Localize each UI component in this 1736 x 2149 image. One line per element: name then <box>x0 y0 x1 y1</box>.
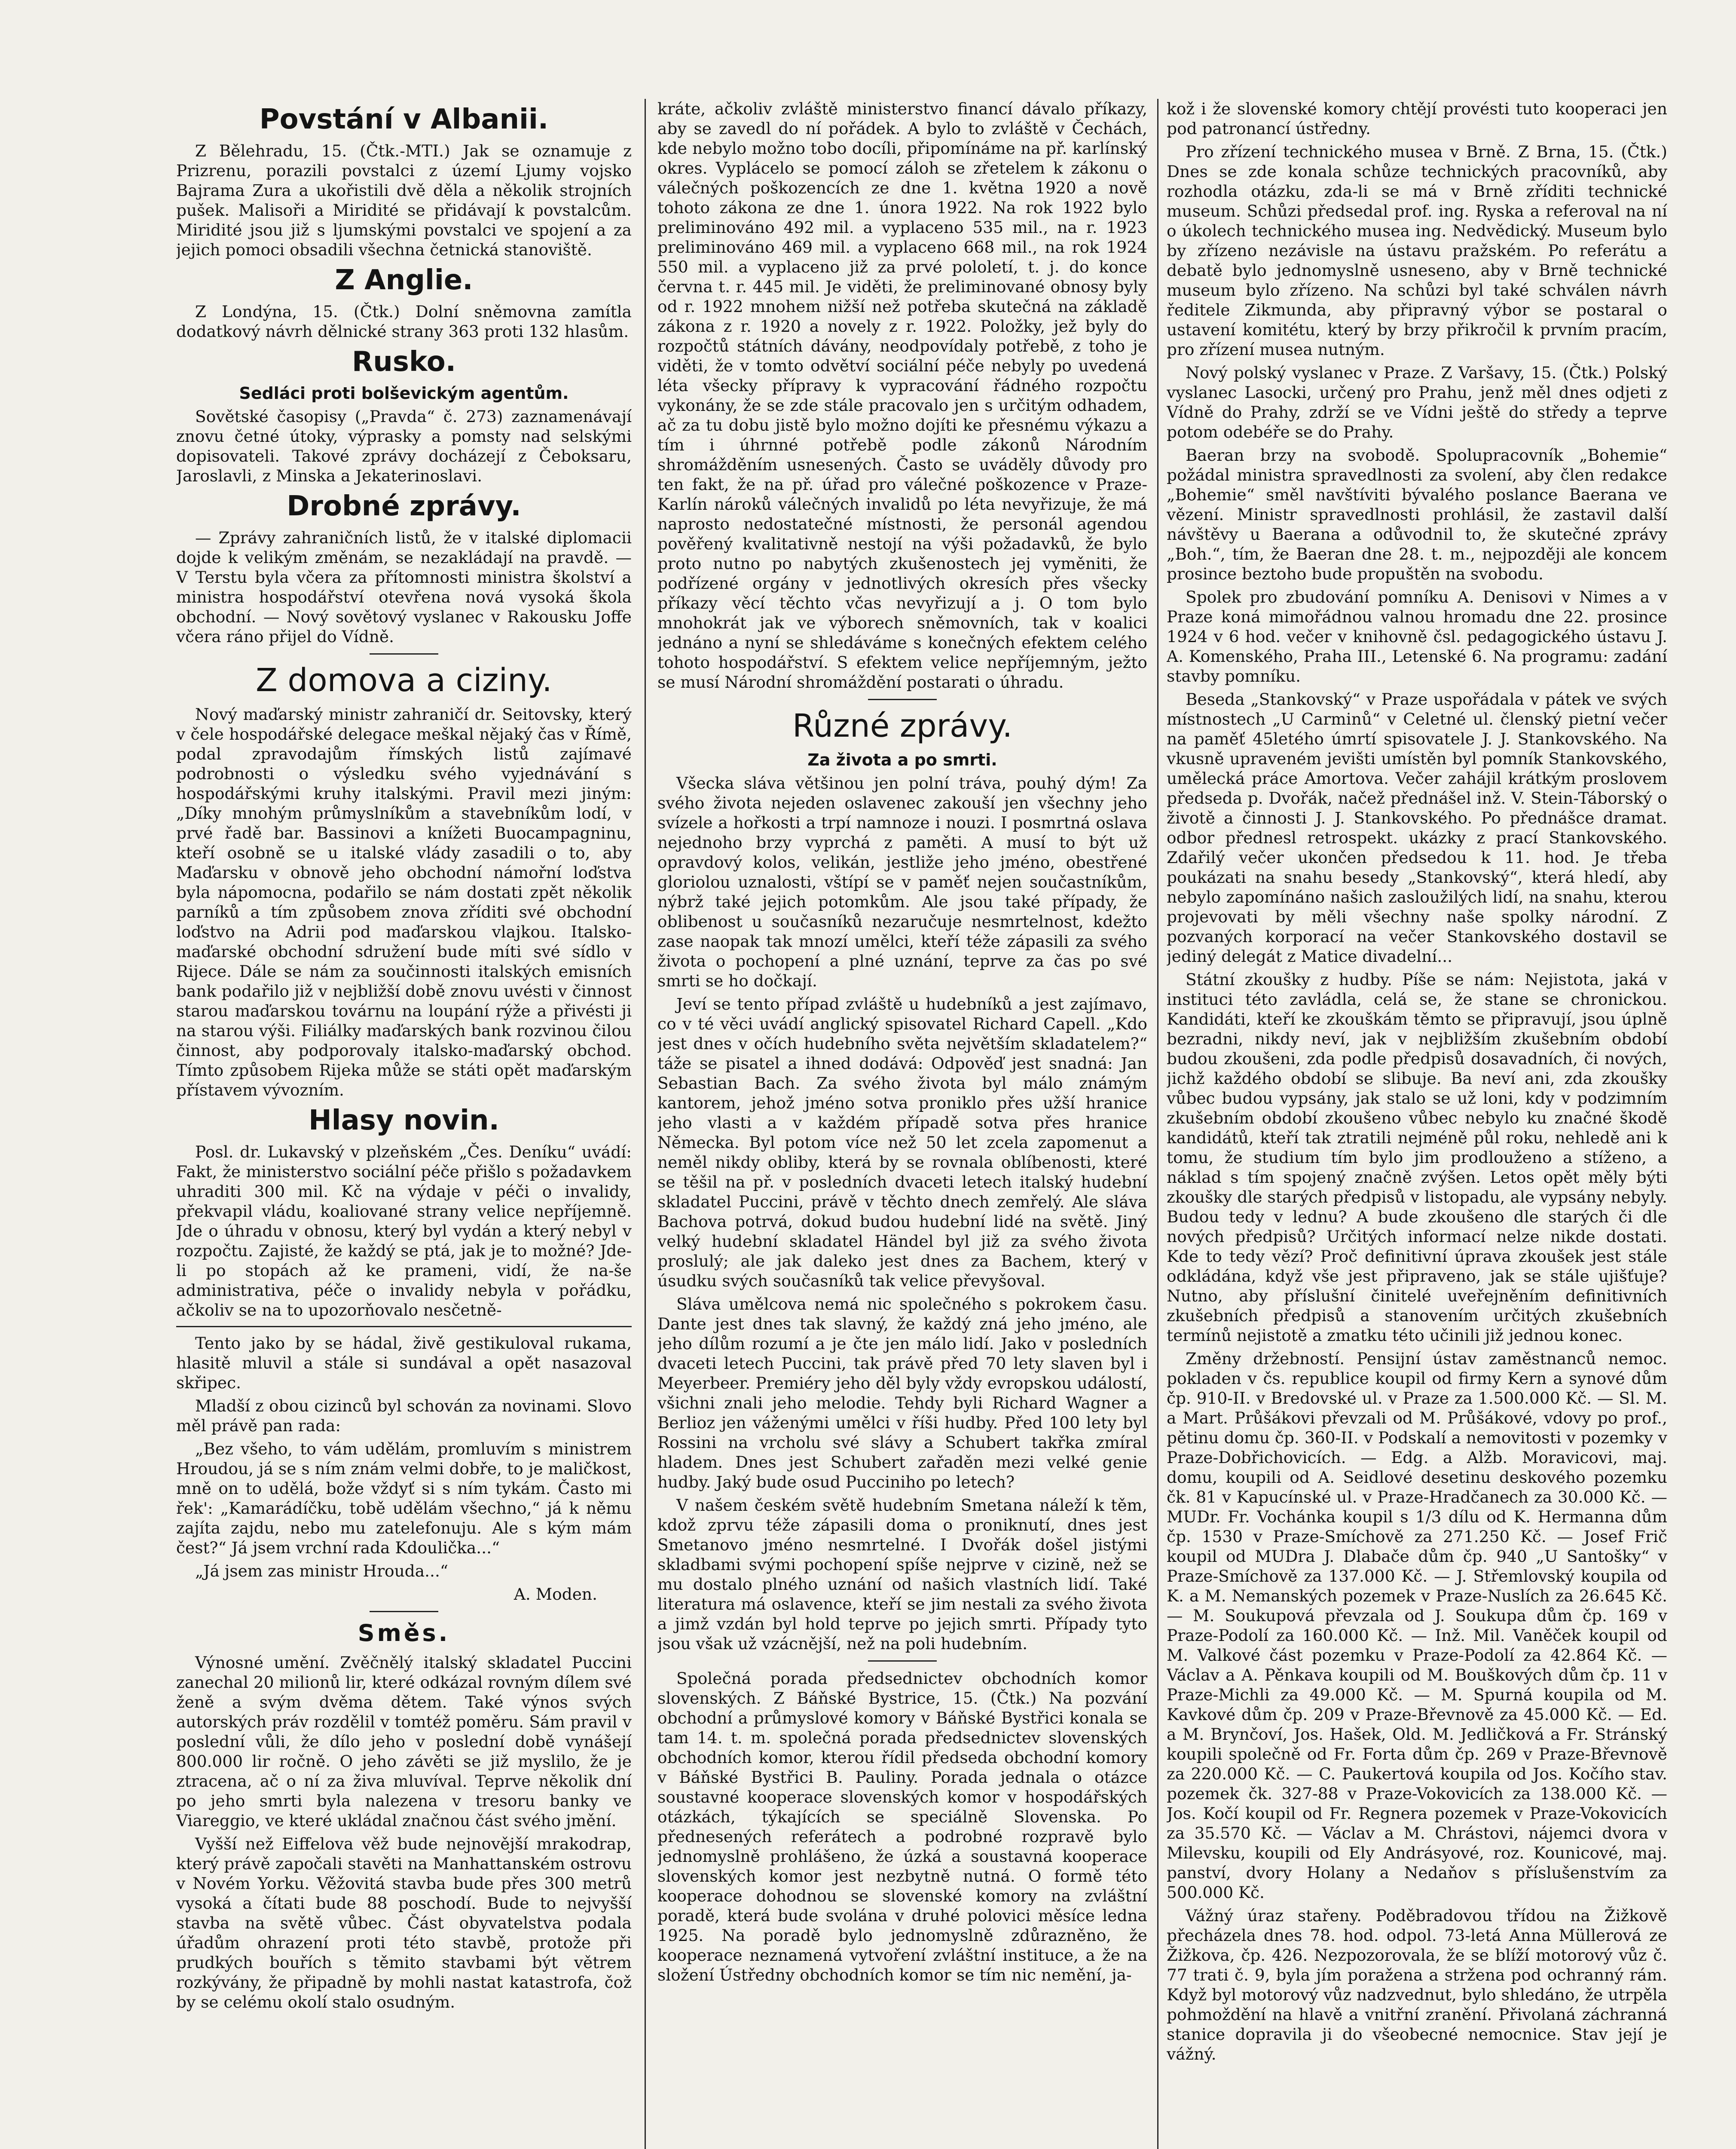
column-rule <box>645 99 646 2149</box>
article-hlasy: Posl. dr. Lukavský v plzeňském „Čes. Deníku“ uvádí: Fakt, že ministerstvo sociální péče přišlo s požadavkem uhraditi 300 mil. Kč na výdaje v péči o invalidy, překvapil vládu, koaliované strany velice nepříjemně. Jde o úhradu v obnosu, který byl vydán a který nebyl v rozpočtu. Zajisté, že každý se ptá, jak je to možné? Jde-li po stopách až ke prameni, vidí, že na-še administrativa, péče o invalidy nebyla v pořádku, ačkoliv se na to upozorňovalo nesčetně- <box>176 1142 632 1319</box>
article-smes: Vyšší než Eiffelova věž bude nejnovější mrakodrap, který právě započali stavěti na Manhattanském ostrovu v Novém Yorku. Věžovitá stavba bude přes 300 metrů vysoká a čítati bude 88 poschodí. Bude to nejvyšší stavba na světě vůbec. Část obyvatelstva podala úřadům ohrazení proti této stavbě, protože při prudkých bouřích s těmito stavbami být větrem rozkývány, že připadně by mohli nastat katastrofa, čož by se celému okolí stalo osudným. <box>176 1834 632 2011</box>
news-item: Spolek pro zbudování pomníku A. Denisovi v Nimes a v Praze koná mimořádnou valnou hromadu dne 22. prosince 1924 v 6 hod. večer v knihovně čsl. pedagogického ústavu J. A. Komenského, Praha III., Letenské 6. Na programu: zadání stavby pomníku. <box>1167 588 1667 686</box>
article-anglie: Z Londýna, 15. (Čtk.) Dolní sněmovna zamítla dodatkový návrh dělnické strany 363 proti 132 hlasům. <box>176 302 632 341</box>
column-right <box>1167 99 1667 2067</box>
column-middle <box>657 99 1147 1988</box>
feuilleton-signature: A. Moden. <box>513 1585 597 1604</box>
news-item: Státní zkoušky z hudby. Píše se nám: Nejistota, jaká v instituci této zavládla, celá se, že stane se chronickou. Kandidáti, kteří ke zkouškám těmto se připravují, jsou úplně bezradni, nikdy neví, jak v nejbližším zkušebním období budou zkoušeni, zda podle předpisů dosavadních, či nových, jichž každého období se slibuje. Ba neví ani, zda zkoušky vůbec budou vypsány, jak stalo se už loni, kdy v podzimním zkušebním období zkoušeno vůbec nebylo ku značné škodě kandidátů, kteří tak ztratili nejméně půl roku, nehledě ani k tomu, že studium tím bylo jim prodlouženo a stíženo, a náklad s tím spojený značně zvýšen. Letos opět měly býti zkoušky dle starých předpisů v listopadu, ale vypsány nebyly. Budou tedy v lednu? A bude zkoušeno dle starých či dle nových předpisů? Určitých informací nelze nikde dostati. Kde to tedy vězí? Proč definitivní úprava zkoušek jest stále odkládána, když vše jest připraveno, jak se stále ujišťuje? Nutno, aby příslušní činitelé uveřejněním definitivních zkušebních předpisů a stanovením určitých zkušebních termínů nejistotě a zmatku této učinili již jednou konec. <box>1167 970 1667 1345</box>
subheadline-ruzne: Za života a po smrti. <box>807 750 997 769</box>
headline-anglie: Z Anglie. <box>335 264 473 296</box>
divider <box>868 1660 937 1662</box>
article-albania: Z Bělehradu, 15. (Čtk.-MTI.) Jak se oznamuje z Prizrenu, porazili povstalci z území Ljumy vojsko Bajrama Zura a ukořistili dvě děla a několik strojních pušek. Malisoři a Miridité se přidávají k povstalcům. Miridité jsou již s ljumskými povstalci ve spojení a za jejich pomoci obsadili všechna četnická stanoviště. <box>176 141 632 259</box>
column-rule <box>1157 99 1158 2149</box>
article-porada: Společná porada předsednictev obchodních komor slovenských. Z Báňské Bystrice, 15. (Čtk.) Na pozvání obchodní a průmyslové komory v Báňské Bystřici konala se tam 14. t. m. společná porada předsednictev slovenských obchodních komor, kterou řídil předseda obchodní komory v Báňské Bystřici B. Pauliny. Porada jednala o otázce soustavné kooperace slovenských komor v hospodářských otázkách, týkajících se speciálně Slovenska. Po přednesených referátech a podrobné rozpravě bylo jednomyslně prohlášeno, že úzká a soustavná kooperace slovenských komor jest nezbytně nutná. O formě této kooperace dohodnou se slovenské komory na zvláštní poradě, která bude svolána v druhé polovici měsíce ledna 1925. Na poradě bylo jednomyslně zdůrazněno, že kooperace neznamená vytvoření zvláštní instituce, a že na složení Ústředny obchodních komor se tím nic nemění, ja- <box>657 1669 1147 1984</box>
news-item: Nový polský vyslanec v Praze. Z Varšavy, 15. (Čtk.) Polský vyslanec Lasocki, určený pro Prahu, jenž měl dnes odjeti z Vídně do Prahy, zdrží se ve Vídni ještě do středy a teprve potom odebéře se do Prahy. <box>1167 363 1667 441</box>
article-continued: kráte, ačkoliv zvláště ministerstvo financí dávalo příkazy, aby se zavedl do ní pořádek. A bylo to zvláště v Čechách, kde nebylo možno tobo docíli, připomínáme na př. karlínský okres. Vyplácelo se pomocí záloh se zřetelem k zákonu o válečných poškozencích ze dne 1. května 1920 a nově tohoto zákona ze dne 1. února 1922. Na rok 1922 bylo preliminováno 492 mil. a vyplaceno 535 mil., na r. 1923 preliminováno 469 mil. a vyplaceno 668 mil., na rok 1924 550 mil. a vyplaceno již za prvé pololetí, t. j. do konce června t. r. 445 mil. Je viděti, že preliminované obnosy byly od r. 1922 mnohem nižší než potřeba skutečná na základě zákona z r. 1920 a novely z r. 1922. Položky, jež byly do rozpočtů státních dávány, neodpovídaly potřebě, z toho je viděti, že v tomto odvětví sociální péče nebyly po uvedená léta všecky přípravy k vypracování řádného rozpočtu vykonány, že se zde stále pracovalo jen s určitým odhadem, ač za tu dobu jistě bylo možno dojíti ke přesnému výkazu a tím i úhrnné potřebě podle zákonů Národním shromážděním usnesených. Často se uváděly důvody pro ten fakt, že na př. úřad pro válečné poškozence v Praze-Karlín nároků válečných invalidů po léta nevyřizuje, že má naprosto nedostatečné místnosti, že personál agendou pověřený kvalitativně nestojí na výši požadavků, že bylo proto nutno po nabytých zkušenostech jej vyměniti, že podřízené orgány v jednotlivých okresích přes všecky příkazy věcí těchto včas nevyřizují a j. O tom bylo mnohokrát jak ve výborech sněmovních, tak v koalici jednáno a nyní se shledáváme s konečných efektem celého tohoto hospodářství. S efektem velice nepříjemným, ježto se musí Národní shromáždění postarati o úhradu. <box>657 99 1147 692</box>
article-drobne: — Zprávy zahraničních listů, že v italské diplomacii dojde k velikým změnám, se nezakládají na pravdě. — V Terstu byla včera za přítomnosti ministra školství a ministra hospodářství otevřena nová vysoká škola obchodní. — Nový sovětový vyslanec v Rakousku Joffe včera ráno přijel do Vídně. <box>176 528 632 646</box>
article-domova: Nový maďarský ministr zahraničí dr. Seitovsky, který v čele hospodářské delegace meškal nějaký čas v Římě, podal zpravodajům římských listů zajímavé podrobnosti o výsledku svého vyjednávání s hospodářskými kruhy italskými. Pravil mezi jiným: „Díky mnohým průmyslníkům a stavebníkům lodí, v prvé řadě bar. Bassinovi a knížeti Buocampagninu, kteří osobně se u italské vlády zasadili o to, aby Maďarsku v obnově jeho obchodní námořní loďstva byla nápomocna, podařilo se nám dostati zpět několik parníků a tím způsobem znova zříditi své obchodní loďstvo na Adrii pod maďarskou vlajkou. Italsko-maďarské obchodní sdružení bude míti své sídlo v Rijece. Dále se nám za součinnosti italských emisních bank podařilo již v nejbližší době znovu uvésti v činnost starou maďarskou továrnu na loupání rýže a přivésti ji na starou výši. Filiálky maďarských bank rozvinou čilou činnost, aby podporovaly italsko-maďarský obchod. Tímto způsobem Rijeka může se státi opět maďarským přístavem vývozním. <box>176 705 632 1099</box>
headline-smes: Směs. <box>358 1619 450 1647</box>
article-ruzne: V našem českém světě hudebním Smetana náleží k těm, kdož zprvu téže zápasili doma o proniknutí, dnes jest Smetanovo jméno nesmrtelné. I Dvořák došel jistými skladbami svými pochopení spíše nejprve v cizině, než se mu dostalo plného uznání od našich vlastních lidí. Také literatura má oslavence, kteří se jim nestali za svého života a jimž vzdán byl hold teprve po jejich smrti. Případy tyto jsou však už vzácnější, než na poli hudebním. <box>657 1496 1147 1653</box>
news-item: Baeran brzy na svobodě. Spolupracovník „Bohemie“ požádal ministra spravedlnosti za svolení, aby člen redakce „Bohemie“ směl navštíviti bývalého poslance Baerana ve vězení. Ministr spravedlnosti prohlásil, že zastavil další návštěvy u Baerana a odůvodnil to, že skutečné zprávy „Boh.“, tím, že Baeran dne 28. t. m., nejpozději ale koncem prosince beztoho bude propuštěn na svobodu. <box>1167 446 1667 583</box>
news-item: Změny držebností. Pensijní ústav zaměstnanců nemoc. pokladen v čs. republice koupil od firmy Kern a synové dům čp. 910-II. v Bredovské ul. v Praze za 1.500.000 Kč. — Sl. M. a Mart. Průšákovi převzali od M. Průšákové, vdovy po prof., pětinu domu čp. 360-II. v Podskalí a nemovitosti v pozemky v Praze-Dobřichovicích. — Edg. a Alžb. Moravicovi, maj. domu, koupili od A. Seidlové desetinu deskového pozemku čk. 81 v Kapucínské ul. v Praze-Hradčanech za 30.000 Kč. — MUDr. Fr. Vochánka koupil s 1/3 dílu od K. Hermanna dům čp. 1530 v Praze-Smíchově za 271.250 Kč. — Josef Frič koupil od MUDra J. Dlabače dům čp. 940 „U Santošky“ v Praze-Smíchově za 137.000 Kč. — J. Střemlovský koupila od K. a M. Nemanských pozemek v Praze-Nuslích za 26.645 Kč. — M. Soukupová převzala od J. Soukupa dům čp. 169 v Praze-Podolí za 160.000 Kč. — Inž. Mil. Vaněček koupil od M. Valkové část pozemku v Praze-Podolí za 42.864 Kč. — Václav a A. Pěnkava koupili od M. Bouškových dům čp. 11 v Praze-Michli za 49.000 Kč. — M. Spurná koupila od M. Kavkové dům čp. 209 v Praze-Břevnově za 45.000 Kč. — Ed. a M. Brynčoví, Jos. Hašek, Old. M. Jedličková a Fr. Stránský koupili společně od Fr. Forta dům čp. 269 v Praze-Břevnově za 220.000 Kč. — C. Paukertová koupila od Jos. Kočího stav. pozemek čk. 327-88 v Praze-Vokovicích za 138.000 Kč. — Jos. Kočí koupil od Fr. Regnera pozemek v Praze-Vokovicích za 35.570 Kč. — Václav a M. Chrástovi, nájemci dvora v Milevsku, koupili od Ely Andrásyové, roz. Kounicové, maj. panství, dvory Holany a Nedaňov s příslušenstvím za 500.000 Kč. <box>1167 1349 1667 1902</box>
divider <box>370 653 438 655</box>
feuilleton-text: Tento jako by se hádal, živě gestikuloval rukama, hlasitě mluvil a stále si sundával a opět nasazoval skřipec. <box>176 1334 632 1392</box>
divider <box>176 1326 632 1327</box>
section-domova: Z domova a ciziny. <box>256 662 552 699</box>
article-ruzne: Sláva umělcova nemá nic společného s pokrokem času. Dante jest dnes tak slavný, že každý zná jeho jméno, ale jeho dílům rozumí a je čte jen málo lidí. Jako v posledních dvaceti letech Puccini, tak právě před 70 lety slaven byl i Meyerbeer. Premiéry jeho děl byly vždy evropskou událostí, všichni znali jeho melodie. Tehdy byli Richard Wagner a Berlioz jen váženými umělci v říši hudby. Před 100 lety byl Rossini na vrcholu své slávy a Schubert takřka zmíral hladem. Dnes jest Schubert zařaděn mezi velké genie hudby. Jaký bude osud Pucciniho po letech? <box>657 1295 1147 1491</box>
section-ruzne: Různé zprávy. <box>792 707 1012 744</box>
article-ruzne: Jeví se tento případ zvláště u hudebníků a jest zajímavo, co v té věci uvádí anglický spisovatel Richard Capell. „Kdo jest dnes v očích hudebního světa největším skladatelem?“ táže se pisatel a ihned dodává: Odpověď jest snadná: Jan Sebastian Bach. Za svého života byl málo známým kantorem, jehož jméno sotva proniklo přes užší hranice jeho vlasti a v každém případě sotva přes hranice Německa. Byl potom více než 50 let zcela zapomenut a neměl nikdy obliby, která by se rovnala oblíbenosti, které se těšil na př. v posledních dvaceti letech italský hudební skladatel Puccini, právě v těchto dnech zemřelý. Ale sláva Bachova potrvá, dokud budou hudební lidé na světě. Jiný velký hudební skladatel Händel byl již za svého života proslulý; ale jak daleko jest dnes za Bachem, který v úsudku svých současníků tak velice převyšoval. <box>657 995 1147 1290</box>
feuilleton-text: „Bez všeho, to vám udělám, promluvím s ministrem Hroudou, já se s ním znám velmi dobře, to je maličkost, mně on to udělá, bože vždyť si s ním tykám. Často mi řek': „Kamarádíčku, tobě udělám všechno,“ já k němu zajíta zajdu, nebo mu zatelefonuju. Ale s kým mám čest?“ Já jsem vrchní rada Kdoulička...“ <box>176 1439 632 1557</box>
divider <box>370 1611 438 1612</box>
news-item: Vážný úraz stařeny. Poděbradovou třídou na Žižkově přecházela dnes 78. hod. odpol. 73-letá Anna Müllerová ze Žižkova, čp. 426. Nezpozorovala, že se blíží motorový vůz č. 77 trati č. 9, byla jím poražena a stržena pod ochranný rám. Když byl motorový vůz nadzvednut, bylo shledáno, že utrpěla pohmoždění na hlavě a vnitřní zranění. Přivolaná záchranná stanice dopravila ji do všeobecné nemocnice. Stav její je vážný. <box>1167 1906 1667 2063</box>
feuilleton-text: „Já jsem zas ministr Hrouda...“ <box>195 1561 449 1580</box>
news-item: Beseda „Stankovský“ v Praze uspořádala v pátek ve svých místnostech „U Carminů“ v Celetné ul. členský pietní večer na paměť 45letého úmrtí spisovatele J. J. Stankovského. Na vkusně upraveném jevišti umístěn byl pomník Stankovského, umělecká práce Amortova. Večer zahájil krátkým proslovem předseda p. Dvořák, načež přednášel inž. V. Stein-Táborský o životě a činnosti J. J. Stankovského. Po přednášce dramat. odbor přednesl retrospekt. ukázky z prací Stankovského. Zdařilý večer ukončen předsedou k 11. hod. Je třeba poukázati na snahu besedy „Stankovský“, která hledí, aby nebylo zapomínáno našich zasloužilých lidí, na snahu, kterou projevovati by měli všechny naše spolky národní. Z pozvaných korporací na večer Stankovského dostavil se jediný delegát z Matice divadelní... <box>1167 690 1667 966</box>
article-ruzne: Všecka sláva většinou jen polní tráva, pouhý dým! Za svého života nejeden oslavenec zakouší jen všechny jeho svízele a hořkosti a trpí namnoze i nouzi. I posmrtná oslava nejednoho brzy vyprchá z paměti. A musí to být už opravdový kolos, velikán, jestliže jeho jméno, obestřené gloriolou uznalosti, vštípí se v paměť nejen součastníkům, nýbrž také jejich potomkům. Ale jsou také případy, že oblibenost u současníků nezaručuje nesmrtelnost, kdežto zase naopak tak mnozí umělci, kteří téže zápasili za svého života o pochopení a plné uznání, teprve za čas po své smrti se ho dočkají. <box>657 774 1147 990</box>
subheadline-rusko: Sedláci proti bolševickým agentům. <box>239 384 569 403</box>
article-rusko: Sovětské časopisy („Pravda“ č. 273) zaznamenávají znovu četné útoky, výprasky a pomsty nad selskými dopisovateli. Takové zprávy docházejí z Čeboksaru, Jaroslavli, z Minska a Jekaterinoslavi. <box>176 407 632 485</box>
article-continued: kož i že slovenské komory chtějí provésti tuto kooperaci jen pod patronancí ústředny. <box>1167 99 1667 138</box>
column-left <box>176 99 632 2015</box>
headline-rusko: Rusko. <box>351 346 456 378</box>
article-smes: Výnosné umění. Zvěčnělý italský skladatel Puccini zanechal 20 milionů lir, které odkázal rovným dílem své ženě a svým dvěma dětem. Také výnos svých autorských práv rozdělil v tomtéž poměru. Sám pravil v poslední vůli, že dílo jeho v poslední době vynášejí 800.000 lir ročně. O jeho závěti se již myslilo, že je ztracena, ač o ní za živa mluvíval. Teprve několik dní po jeho smrti byla nalezena v tresoru banky ve Viareggio, ve které ukládal značnou část svého jmění. <box>176 1653 632 1830</box>
headline-hlasy: Hlasy novin. <box>309 1105 499 1136</box>
headline-drobne: Drobné zprávy. <box>287 490 521 522</box>
feuilleton-text: Mladší z obou cizinců byl schován za novinami. Slovo měl právě pan rada: <box>176 1396 632 1435</box>
headline-albania: Povstání v Albanii. <box>259 104 549 135</box>
news-item: Pro zřízení technického musea v Brně. Z Brna, 15. (Čtk.) Dnes se zde konala schůze technických pracovníků, aby rozhodla otázku, zda-li se má v Brně zříditi technické museum. Schůzi předsedal prof. ing. Ryska a referoval na ní o úkolech technického musea ing. Nedvědický. Museum bylo by zřízeno nezávisle na ústavu pražském. Po referátu a debatě bylo jednomyslně usneseno, aby v Brně technické museum bylo zřízeno. Na schůzi byl také schválen návrh ředitele Zikmunda, aby připravný výbor se postaral o ustavení komitétu, který by brzy přikročil k prvním pracím, pro zřízení musea nutným. <box>1167 142 1667 359</box>
divider <box>868 699 937 700</box>
